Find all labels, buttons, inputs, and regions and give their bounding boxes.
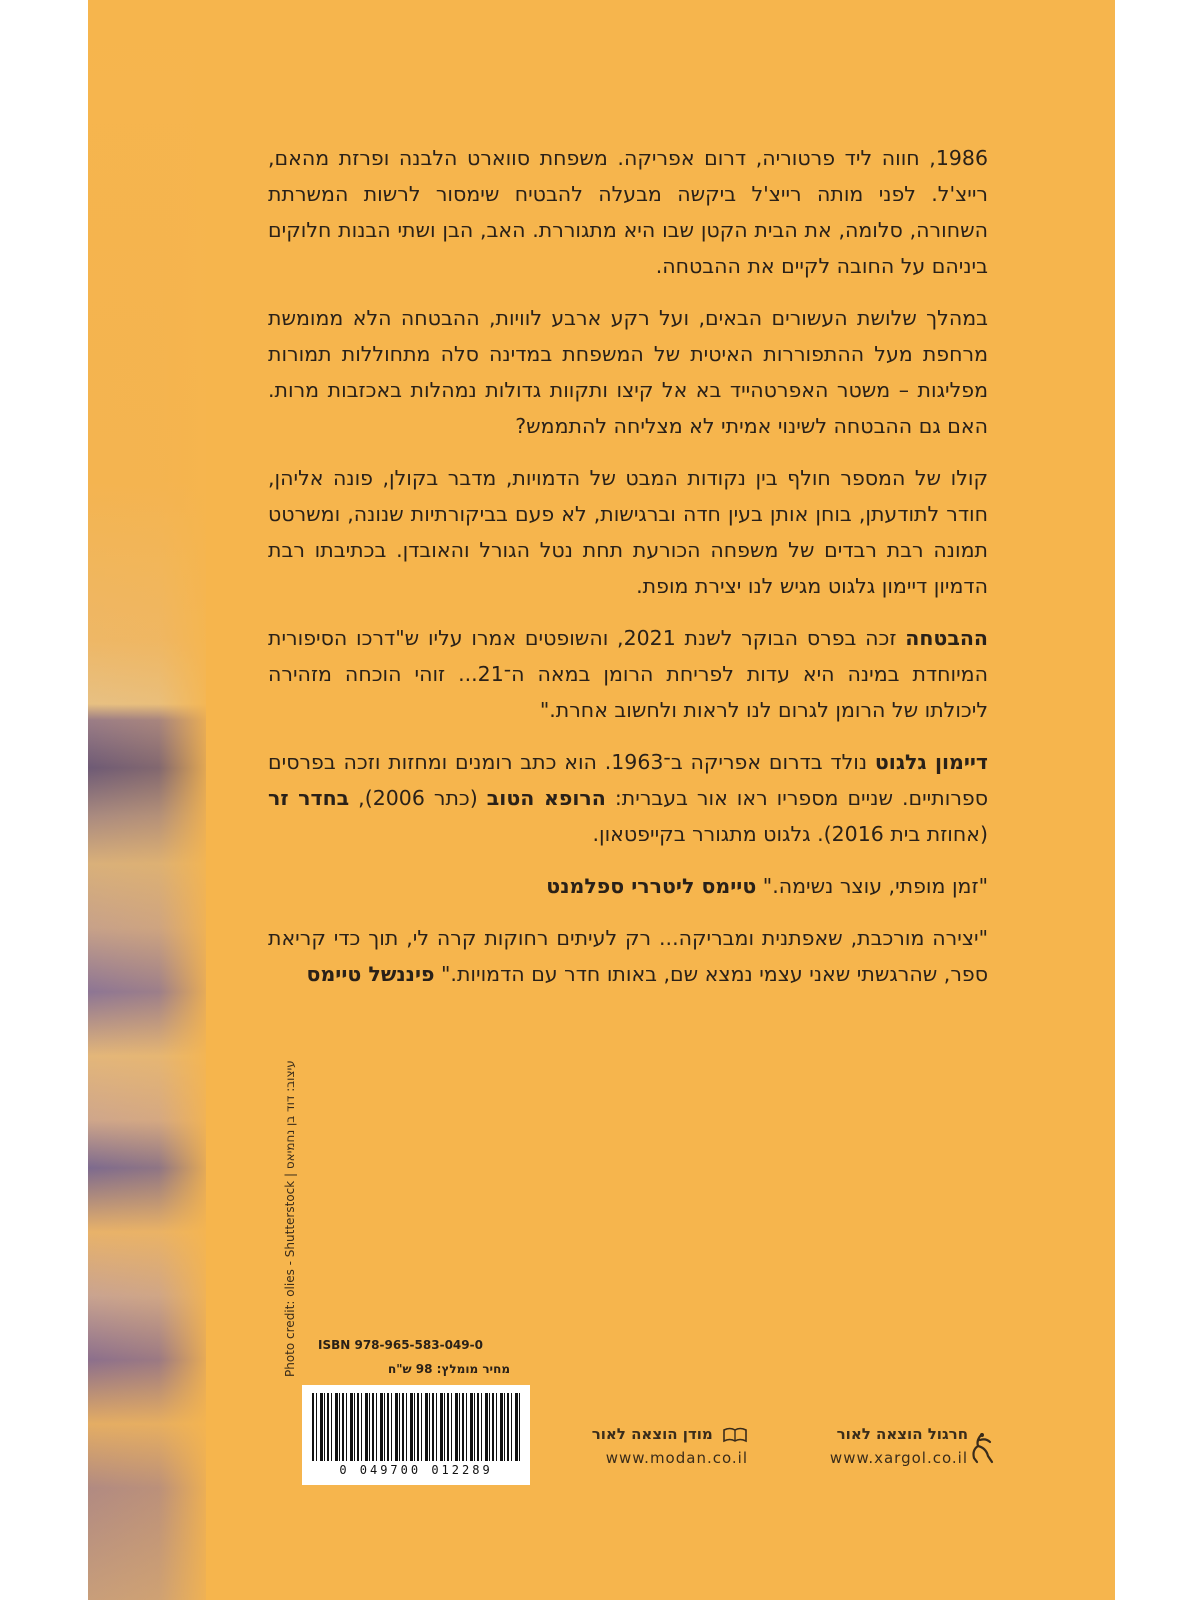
grasshopper-icon (968, 1432, 996, 1464)
barcode-bars (312, 1393, 520, 1461)
barcode-number: 0 049700 012289 (339, 1463, 493, 1477)
book-title-2: בחדר זר (268, 786, 350, 810)
book-icon (722, 1427, 748, 1443)
isbn: ISBN 978-965-583-049-0 (318, 1338, 483, 1352)
barcode (302, 1385, 530, 1485)
quote-text: "יצירה מורכבת, שאפתנית ומבריקה... רק לעיתים רחוקות קרה לי, תוך כדי קריאת ספר, שהרגשתי שאני עצמי נמצא שם, באותו חדר עם הדמויות." (268, 926, 988, 986)
photo-credit: עיצוב: דוד בן נחמיאס | Photo credit: olies - Shutterstock (283, 1060, 297, 1377)
paragraph-narrator: קולו של המספר חולף בין נקודות המבט של הדמויות, מדבר בקולן, פונה אליהן, חודר לתודעתן, בוחן אותן בעין חדה וברגישות, לא פעם בביקורתיות שנונה, ומשרטט תמונה רבת רבדים של משפחה הכורעת תחת נטל הגורל והאובדן. בכתיבתו רבת הדמיון דיימון גלגוט מגיש לנו יצירת מופת. (268, 466, 988, 598)
book-title: ההבטחה (905, 626, 988, 650)
author-bio-end: (אחוזת בית 2016). גלגוט מתגורר בקייפטאון. (592, 822, 988, 846)
prize-text: זכה בפרס הבוקר לשנת 2021, והשופטים אמרו עליו ש"דרכו הסיפורית המיוחדת במינה היא עדות לפריחת הרומן במאה ה־21... זוהי הוכחה מזהירה ליכולתו של הרומן לגרום לנו לראות ולחשוב אחרת." (268, 626, 988, 722)
author-bio-mid: (כתר 2006), (349, 786, 487, 810)
xargol-label: חרגול הוצאה לאור (836, 1425, 968, 1443)
watercolor-spine-art (88, 0, 206, 1600)
quote-source: פיננשל טיימס (306, 962, 435, 986)
publisher-modan-name (548, 1425, 748, 1443)
publisher-modan (548, 1425, 748, 1467)
author-bio: נולד בדרום אפריקה ב־1963. הוא כתב רומנים ומחזות וזכה בפרסים ספרותיים. שניים מספריו ראו אור בעברית: (268, 750, 988, 810)
quote-text: "זמן מופתי, עוצר נשימה." (762, 874, 988, 898)
paragraph-prize (268, 620, 988, 728)
book-title-1: הרופא הטוב (486, 786, 606, 810)
paragraph-setting: 1986, חווה ליד פרטוריה, דרום אפריקה. משפחת סווארט הלבנה ופרזת מהאם, רייצ'ל. לפני מותה רייצ'ל ביקשה מבעלה להבטיח שימסור לרשות המשרתת השחורה, סלומה, את הבית הקטן שבו היא מתגוררת. האב, הבן ושתי הבנות חלוקים ביניהם על החובה לקיים את ההבטחה. (268, 146, 988, 278)
price: מחיר מומלץ: 98 ש"ח (388, 1362, 511, 1376)
quote-source: טיימס ליטררי ספלמנט (546, 874, 757, 898)
modan-label: מודן הוצאה לאור (591, 1425, 713, 1443)
paragraph-author (268, 744, 988, 852)
xargol-url: www.xargol.co.il (829, 1449, 968, 1467)
paragraph-plot: במהלך שלושת העשורים הבאים, ועל רקע ארבע לוויות, ההבטחה הלא ממומשת מרחפת מעל ההתפוררות האיטית של המשפחת במדינה סלה מתחוללות תמורות מפליגות – משטר האפרטהייד בא אל קיצו ותקוות גדולות נמהלות באכזבות מרות. האם גם ההבטחה לשינוי אמיתי לא מצליחה להתממש? (268, 306, 988, 438)
review-quote-1 (268, 868, 988, 904)
review-quote-2 (268, 920, 988, 992)
blurb-text (268, 140, 988, 1008)
modan-url: www.modan.co.il (605, 1449, 748, 1467)
author-name: דיימון גלגוט (874, 750, 988, 774)
publisher-xargol (768, 1425, 968, 1467)
